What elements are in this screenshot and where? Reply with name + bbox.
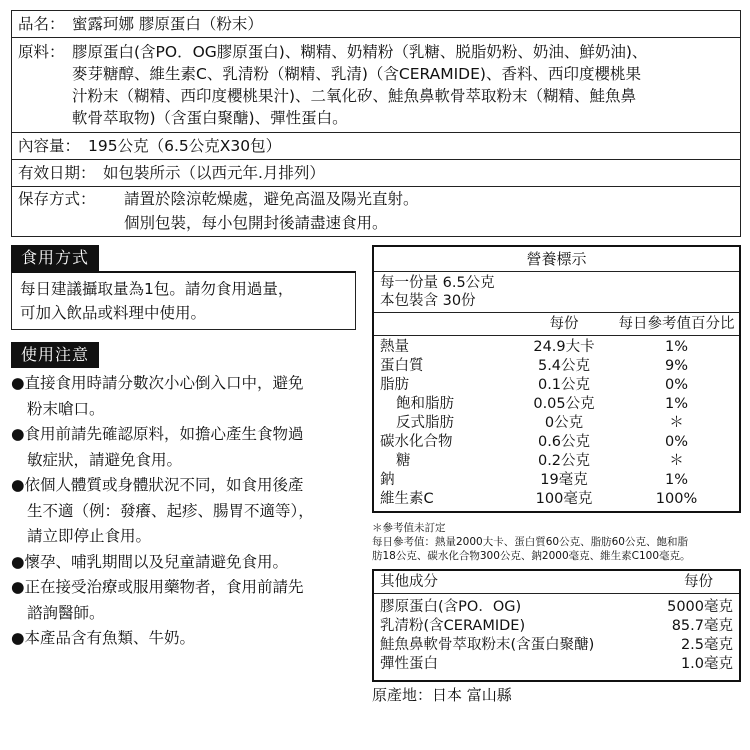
nutrient-amount: 5.4公克 — [537, 358, 591, 374]
usage-heading: 食用方式 — [11, 245, 99, 271]
storage-line-2: 個別包裝，每小包開封後請盡速食用。 — [124, 214, 388, 232]
storage-row — [12, 187, 740, 212]
nutrition-title: 營養標示 — [374, 247, 739, 272]
nutrition-row — [374, 452, 739, 471]
expiry-label: 有效日期： — [18, 164, 96, 182]
caution-line: ●食用前請先確認原料，如擔心產生食物過 — [11, 425, 304, 443]
ingredients-line: 麥芽糖醇、維生素C、乳清粉（糊精、乳清)（含CERAMIDE)、香料、西印度櫻桃果 — [72, 65, 641, 83]
caution-line: 諮詢醫師。 — [27, 603, 105, 622]
nutrient-name: 脂肪 — [380, 377, 409, 393]
nutrient-amount: 19毫克 — [540, 472, 588, 488]
other-ingredient-name: 乳清粉(含CERAMIDE) — [380, 618, 526, 634]
servings-per-pack: 本包裝含 30份 — [380, 293, 476, 309]
other-ingredients-table — [372, 569, 741, 682]
other-ingredient-row — [374, 636, 739, 655]
nutrition-rows — [374, 336, 739, 511]
nutrition-serving — [374, 272, 739, 313]
nutrient-daily-value: 0% — [664, 434, 688, 450]
note-line: 肪18公克、碳水化合物300公克、鈉2000毫克、維生素C100毫克。 — [372, 550, 691, 562]
origin-text: 原產地：日本 富山縣 — [372, 686, 512, 704]
nutrient-name: 反式脂肪 — [396, 415, 454, 431]
nutrition-row — [374, 395, 739, 414]
caution-line: 生不適（例：發癢、起疹、腸胃不適等）， — [27, 501, 314, 520]
note-line: ＊參考值未訂定 — [372, 522, 446, 534]
nutrient-amount: 0.2公克 — [537, 453, 591, 469]
nutrient-amount: 0.1公克 — [537, 377, 591, 393]
ingredients-text — [72, 41, 740, 129]
nutrient-daily-value: 1% — [664, 396, 688, 412]
other-ingredients-header — [374, 571, 739, 594]
nutrient-amount: 0.05公克 — [533, 396, 595, 412]
nutrition-table — [372, 245, 741, 513]
nutrition-note — [372, 521, 744, 563]
product-name-label: 品名： — [18, 15, 65, 33]
storage-line-1: 請置於陰涼乾燥處，避免高溫及陽光直射。 — [124, 190, 419, 208]
ingredients-label: 原料： — [18, 43, 65, 61]
caution-line: ●直接食用時請分數次小心倒入口中，避免 — [11, 374, 304, 392]
nutrition-header-row — [374, 313, 739, 336]
other-ingredient-row — [374, 655, 739, 674]
caution-line: 請立即停止食用。 — [27, 527, 152, 545]
usage-line: 每日建議攝取量為1包。請勿食用過量， — [20, 280, 294, 298]
nutrient-daily-value: 1% — [664, 472, 688, 488]
caution-line: ●本產品含有魚類、牛奶。 — [11, 629, 196, 647]
nutrition-row — [374, 338, 739, 357]
nutrient-daily-value: ＊ — [669, 415, 684, 431]
nutrient-name: 蛋白質 — [380, 358, 424, 374]
other-ingredient-amount: 85.7毫克 — [671, 618, 733, 634]
nutrition-row — [374, 357, 739, 376]
nutrient-amount: 24.9大卡 — [533, 339, 595, 355]
serving-size: 每一份量 6.5公克 — [380, 275, 495, 291]
caution-list — [11, 368, 356, 652]
other-ingredient-amount: 1.0毫克 — [680, 656, 733, 672]
nutrient-name: 熱量 — [380, 339, 409, 355]
other-ingredients-heading: 其他成分 — [380, 574, 438, 590]
nutrient-daily-value: ＊ — [669, 453, 684, 469]
usage-body — [11, 271, 356, 330]
expiry-value: 如包裝所示（以西元年.月排列） — [103, 164, 325, 182]
note-line: 每日參考值：熱量2000大卡、蛋白質60公克、脂肪60公克、飽和脂 — [372, 536, 688, 548]
caution-heading: 使用注意 — [11, 342, 99, 368]
nutrition-row — [374, 414, 739, 433]
nutrient-daily-value: 1% — [664, 339, 688, 355]
nutrient-daily-value: 100% — [655, 491, 698, 507]
nutrient-name: 飽和脂肪 — [396, 396, 454, 412]
content-row — [12, 133, 740, 159]
caution-line: ●正在接受治療或服用藥物者，食用前請先 — [11, 578, 304, 596]
caution-line: 粉末嗆口。 — [27, 399, 105, 418]
caution-section — [11, 342, 356, 652]
other-ingredients-col: 每份 — [684, 574, 713, 590]
caution-line: 敏症狀，請避免食用。 — [27, 450, 183, 469]
nutrient-name: 碳水化合物 — [380, 434, 453, 450]
nutrient-name: 糖 — [396, 453, 411, 469]
left-column — [11, 245, 356, 652]
caution-line: ●依個人體質或身體狀況不同，如食用後產 — [11, 476, 304, 494]
content-value: 195公克（6.5公克X30包） — [88, 137, 282, 155]
other-ingredient-row — [374, 617, 739, 636]
caution-line: ●懷孕、哺乳期間以及兒童請避免食用。 — [11, 552, 289, 571]
other-ingredient-row — [374, 598, 739, 617]
nutrient-name: 維生素C — [380, 491, 434, 507]
nutrient-name: 鈉 — [380, 472, 395, 488]
usage-line: 可加入飲品或料理中使用。 — [20, 304, 207, 322]
expiry-row — [12, 160, 740, 186]
col-per-serving: 每份 — [549, 316, 579, 332]
nutrition-row — [374, 471, 739, 490]
other-ingredient-name: 彈性蛋白 — [380, 656, 438, 672]
nutrition-row — [374, 490, 739, 509]
ingredients-line: 軟骨萃取物)（含蛋白聚醣)、彈性蛋白。 — [72, 109, 348, 127]
nutrient-daily-value: 9% — [664, 358, 688, 374]
product-name-row — [12, 11, 740, 37]
nutrition-row — [374, 433, 739, 452]
product-name-value: 蜜露珂娜 膠原蛋白（粉末） — [72, 15, 263, 33]
nutrient-amount: 0.6公克 — [537, 434, 591, 450]
col-daily-value: 每日參考值百分比 — [618, 316, 735, 332]
nutrient-amount: 0公克 — [544, 415, 584, 431]
usage-section — [11, 245, 356, 330]
nutrient-amount: 100毫克 — [535, 491, 593, 507]
other-ingredient-name: 鮭魚鼻軟骨萃取粉末(含蛋白聚醣) — [380, 637, 595, 653]
nutrition-row — [374, 376, 739, 395]
nutrient-daily-value: 0% — [664, 377, 688, 393]
other-ingredient-amount: 5000毫克 — [667, 599, 733, 615]
ingredients-row — [12, 38, 740, 129]
other-ingredient-name: 膠原蛋白(含PO．OG) — [380, 599, 522, 615]
other-ingredients-rows — [374, 594, 739, 680]
other-ingredient-amount: 2.5毫克 — [680, 637, 733, 653]
storage-label: 保存方式： — [18, 190, 96, 208]
content-label: 內容量： — [18, 137, 81, 155]
product-info-box — [11, 10, 741, 237]
ingredients-line: 膠原蛋白(含PO．OG膠原蛋白)、糊精、奶精粉（乳糖、脱脂奶粉、奶油、鮮奶油)、 — [72, 43, 648, 61]
ingredients-line: 汁粉末（糊精、西印度櫻桃果汁)、二氧化矽、鮭魚鼻軟骨萃取粉末（糊精、鮭魚鼻 — [72, 87, 637, 105]
